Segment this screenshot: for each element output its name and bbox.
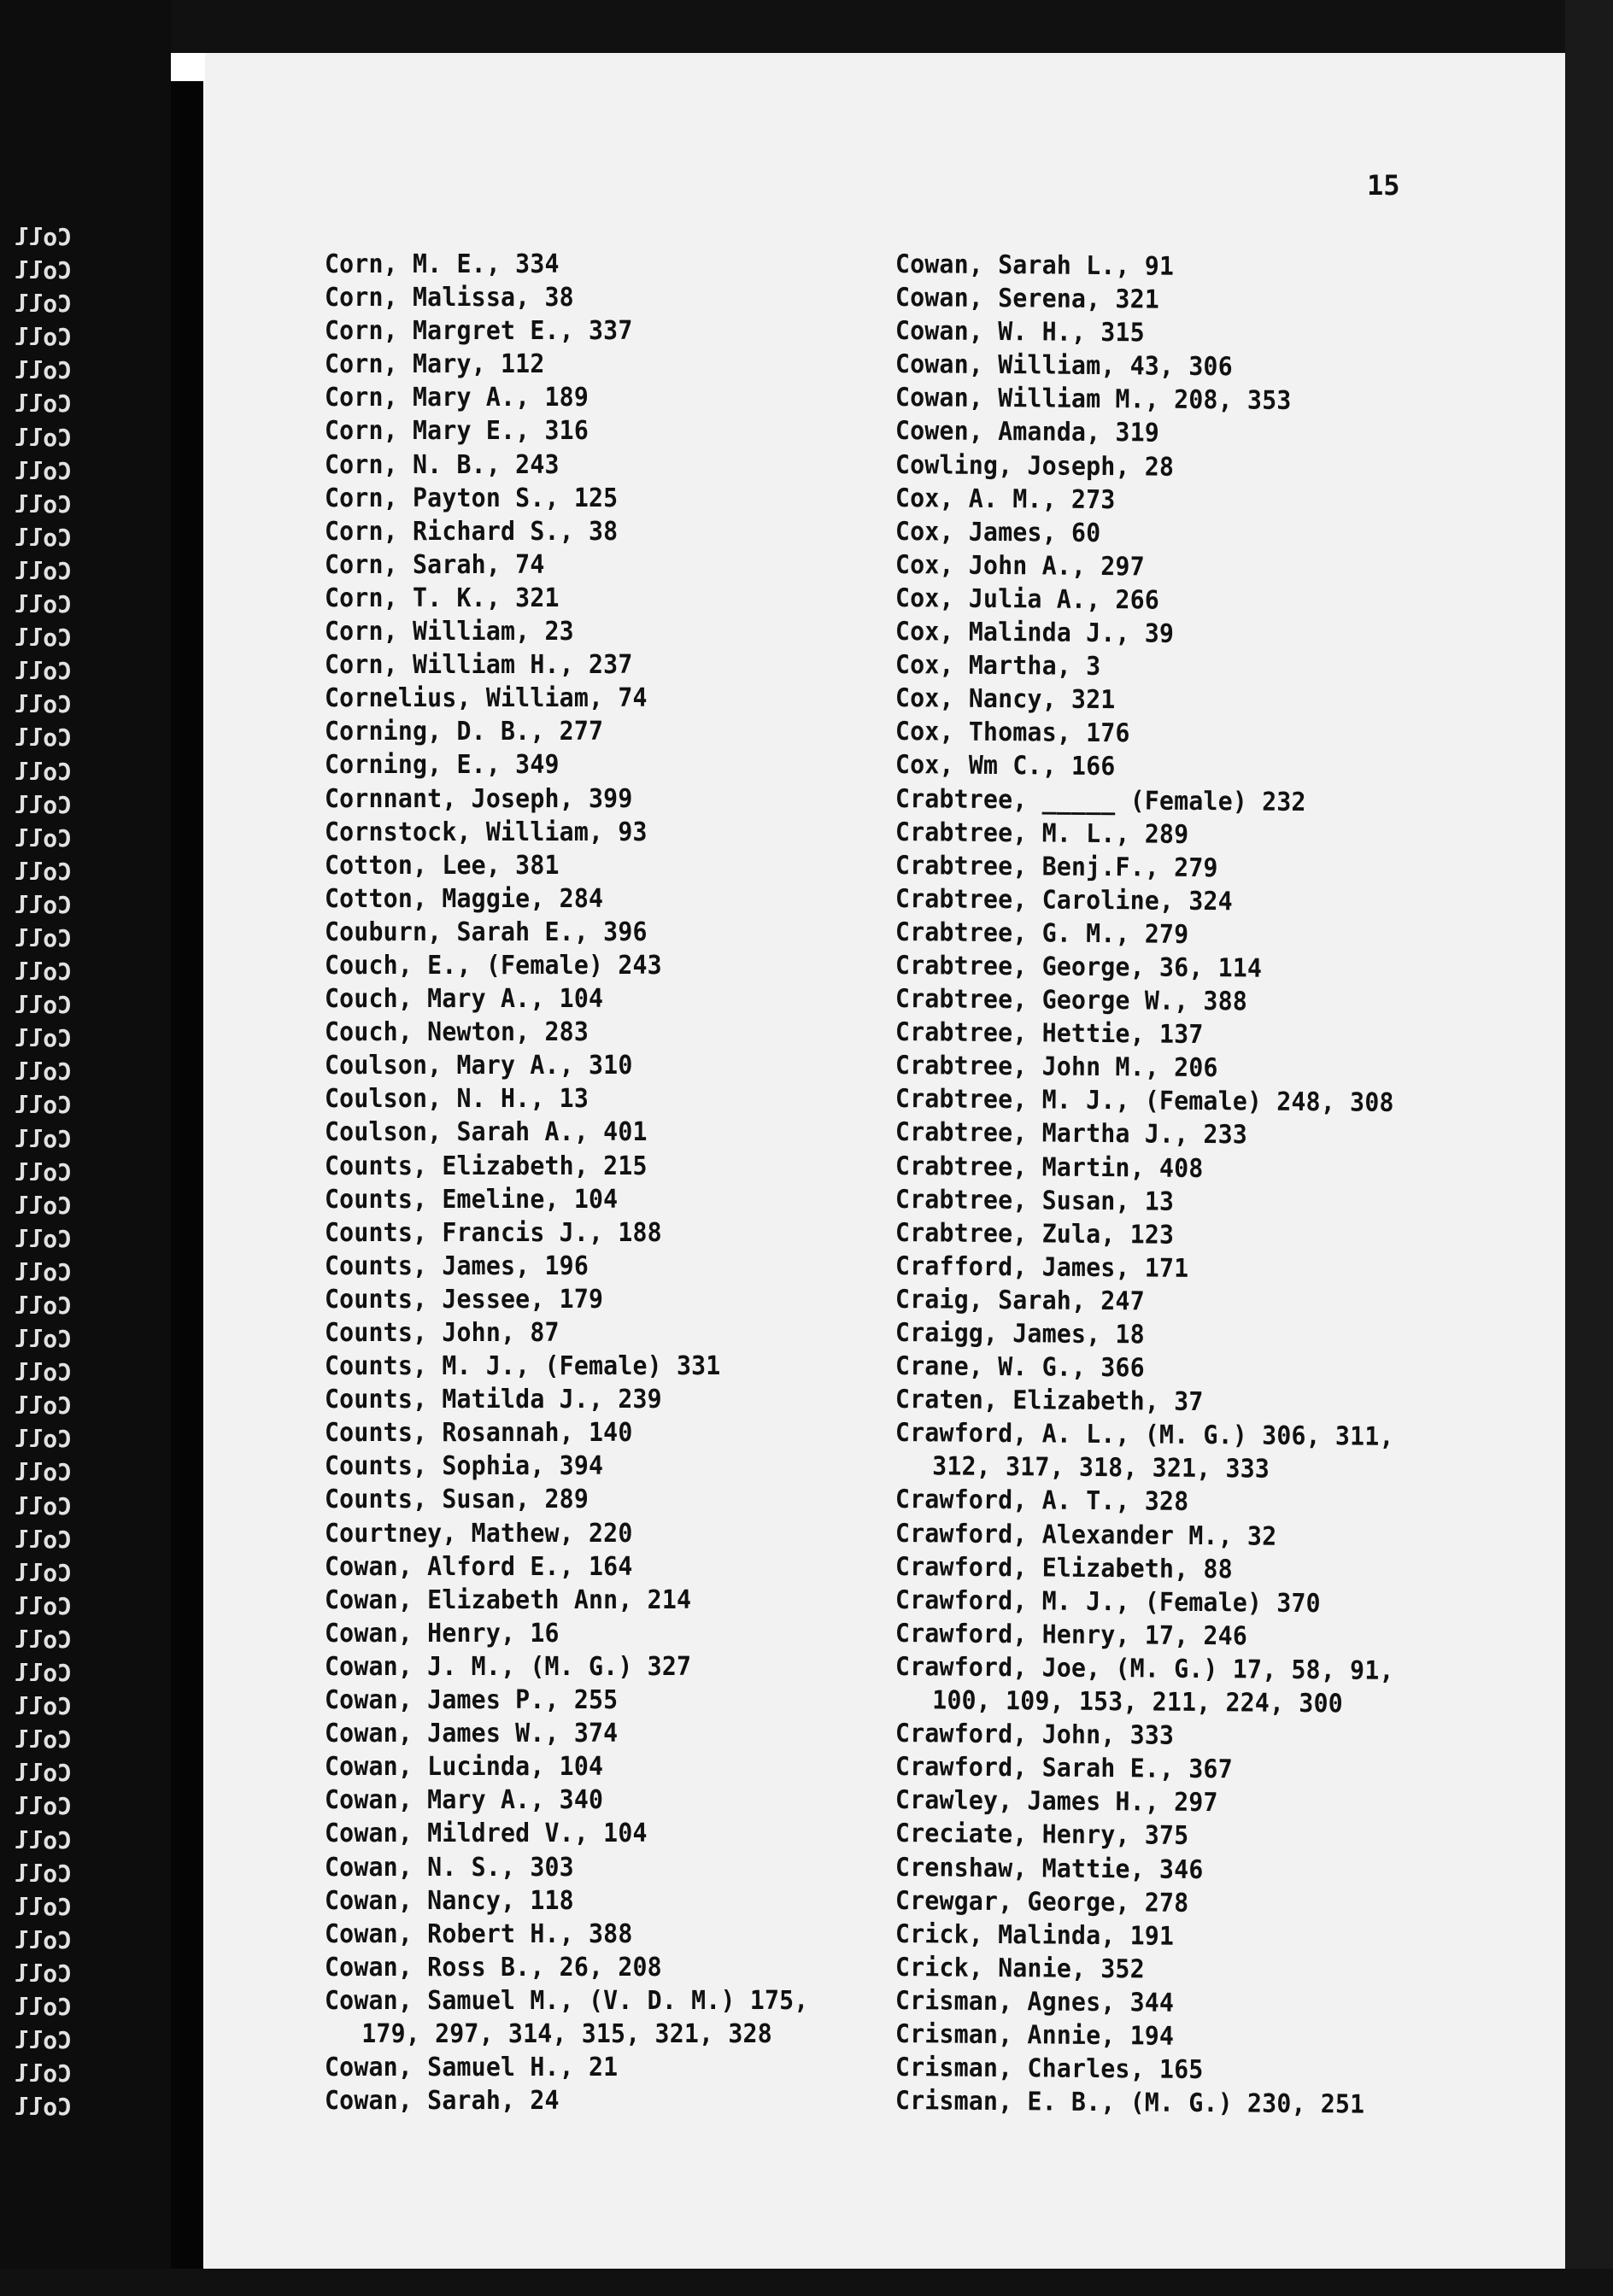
bleed-text-line: Coll bbox=[14, 2093, 72, 2122]
bleed-text-line: Coll bbox=[14, 323, 72, 352]
index-entry: Craig, Sarah, 247 bbox=[894, 1284, 1145, 1317]
index-entry: Cowan, William, 43, 306 bbox=[894, 349, 1233, 383]
bleed-text-line: Coll bbox=[14, 1124, 72, 1153]
bleed-text-line: Coll bbox=[14, 2026, 72, 2055]
index-entry: Corn, Payton S., 125 bbox=[325, 483, 619, 513]
index-entry: Crabtree, G. M., 279 bbox=[894, 917, 1189, 950]
scan-bottom-border bbox=[0, 2269, 1613, 2296]
bleed-text-line: Coll bbox=[14, 1525, 72, 1554]
scan-top-border bbox=[0, 0, 1613, 53]
index-entry: Cornstock, William, 93 bbox=[325, 817, 648, 847]
index-entry: Corn, William, 23 bbox=[325, 617, 574, 647]
index-entry: Corn, N. B., 243 bbox=[325, 449, 560, 480]
index-entry: Cox, A. M., 273 bbox=[894, 483, 1116, 515]
index-entry: Cowan, Lucinda, 104 bbox=[325, 1752, 604, 1783]
bleed-text-line: Coll bbox=[14, 523, 72, 552]
index-entry: Counts, Sophia, 394 bbox=[325, 1451, 604, 1482]
index-entry: Corn, T. K., 321 bbox=[325, 583, 560, 613]
index-entry: 312, 317, 318, 321, 333 bbox=[932, 1451, 1270, 1485]
index-entry: Crabtree, M. L., 289 bbox=[894, 817, 1189, 850]
bleed-text-line: Coll bbox=[14, 890, 72, 919]
index-entry: Cowan, Henry, 16 bbox=[325, 1618, 560, 1649]
bleed-text-line: Coll bbox=[14, 1959, 72, 1988]
index-column-left bbox=[325, 248, 854, 2117]
index-entry: Crabtree, John M., 206 bbox=[894, 1051, 1218, 1084]
index-entry: Corn, Sarah, 74 bbox=[325, 549, 545, 580]
bleed-text-line: Coll bbox=[14, 1458, 72, 1487]
index-entry: Cowan, W. H., 315 bbox=[894, 316, 1145, 348]
index-entry: Corn, Mary E., 316 bbox=[325, 416, 589, 447]
index-entry: 179, 297, 314, 315, 321, 328 bbox=[361, 2018, 772, 2049]
bleed-text-line: Coll bbox=[14, 556, 72, 585]
bleed-text-line: Coll bbox=[14, 1591, 72, 1620]
bleed-text-line: Coll bbox=[14, 1659, 72, 1688]
index-entry: Counts, Emeline, 104 bbox=[325, 1184, 619, 1215]
index-entry: Crick, Nanie, 352 bbox=[894, 1952, 1145, 1985]
index-entry: Cowan, James P., 255 bbox=[325, 1685, 619, 1716]
bleed-text-line: Coll bbox=[14, 1825, 72, 1854]
index-entry: Counts, James, 196 bbox=[325, 1250, 589, 1281]
index-entry: Crabtree, Martha J., 233 bbox=[894, 1117, 1248, 1151]
index-entry: Crabtree, George W., 388 bbox=[894, 984, 1248, 1017]
index-entry: Courtney, Mathew, 220 bbox=[325, 1518, 633, 1549]
index-entry: Corn, Richard S., 38 bbox=[325, 516, 619, 547]
bleed-text-line: Coll bbox=[14, 1257, 72, 1286]
index-entry: Cowan, William M., 208, 353 bbox=[894, 383, 1292, 417]
index-entry: Crisman, Agnes, 344 bbox=[894, 1985, 1175, 2018]
index-entry: Cox, Wm C., 166 bbox=[894, 750, 1116, 782]
bleed-text-line: Coll bbox=[14, 1692, 72, 1721]
index-entry: Crewgar, George, 278 bbox=[894, 1885, 1189, 1918]
index-entry: Crick, Malinda, 191 bbox=[894, 1918, 1175, 1952]
bleed-text-line: Coll bbox=[14, 1191, 72, 1220]
index-entry: Corn, Mary, 112 bbox=[325, 349, 545, 380]
bleed-text-line: Coll bbox=[14, 390, 72, 419]
index-entry: Counts, Susan, 289 bbox=[325, 1485, 589, 1515]
bleed-text-line: Coll bbox=[14, 857, 72, 886]
bleed-text-line: Coll bbox=[14, 256, 72, 285]
index-entry: Cowling, Joseph, 28 bbox=[894, 449, 1175, 483]
index-entry: Crawford, Joe, (M. G.) 17, 58, 91, bbox=[894, 1651, 1394, 1686]
index-entry: Cox, James, 60 bbox=[894, 516, 1101, 548]
index-entry: Crawford, M. J., (Female) 370 bbox=[894, 1584, 1321, 1619]
bleed-text-line: Coll bbox=[14, 790, 72, 819]
index-entry: Cox, Thomas, 176 bbox=[894, 717, 1130, 749]
bleed-text-line: Coll bbox=[14, 1091, 72, 1120]
index-entry: Cowan, Elizabeth Ann, 214 bbox=[325, 1584, 692, 1615]
index-entry: Cotton, Maggie, 284 bbox=[325, 883, 604, 914]
index-entry: Cornnant, Joseph, 399 bbox=[325, 783, 633, 814]
index-entry: Cotton, Lee, 381 bbox=[325, 850, 560, 881]
index-entry: Cowan, Robert H., 388 bbox=[325, 1918, 633, 1949]
index-entry: Corn, Mary A., 189 bbox=[325, 383, 589, 413]
index-entry: Crisman, Charles, 165 bbox=[894, 2053, 1204, 2086]
scan-right-border bbox=[1565, 0, 1613, 2296]
bleed-text-line: Coll bbox=[14, 757, 72, 786]
bleed-text-line: Coll bbox=[14, 1224, 72, 1253]
index-entry: Crawford, Elizabeth, 88 bbox=[894, 1551, 1233, 1584]
bleed-text-line: Coll bbox=[14, 290, 72, 319]
bleed-text-line: Coll bbox=[14, 1792, 72, 1821]
index-entry: Crawley, James H., 297 bbox=[894, 1785, 1218, 1819]
bleed-text-line: Coll bbox=[14, 1325, 72, 1354]
index-entry: Crabtree, Susan, 13 bbox=[894, 1184, 1175, 1217]
index-entry: Coulson, Mary A., 310 bbox=[325, 1051, 633, 1081]
bleed-text-line: Coll bbox=[14, 1759, 72, 1788]
index-entry: Crabtree, Martin, 408 bbox=[894, 1151, 1204, 1184]
index-entry: Cowan, J. M., (M. G.) 327 bbox=[325, 1651, 692, 1682]
index-entry: Corning, D. B., 277 bbox=[325, 717, 604, 747]
index-entry: Crabtree, Hettie, 137 bbox=[894, 1017, 1204, 1051]
index-entry: Crafford, James, 171 bbox=[894, 1250, 1189, 1284]
bleed-text-line: Coll bbox=[14, 2059, 72, 2088]
index-entry: Corn, Margret E., 337 bbox=[325, 316, 633, 347]
bleed-text-line: Coll bbox=[14, 356, 72, 385]
index-entry: Cox, Julia A., 266 bbox=[894, 583, 1160, 616]
bleed-text-line: Coll bbox=[14, 1491, 72, 1520]
index-entry: Creciate, Henry, 375 bbox=[894, 1819, 1189, 1852]
bleed-text-line: Coll bbox=[14, 1859, 72, 1888]
index-entry: Crabtree, Zula, 123 bbox=[894, 1217, 1175, 1250]
bleed-text-line: Coll bbox=[14, 423, 72, 452]
index-entry: Counts, Jessee, 179 bbox=[325, 1284, 604, 1315]
index-entry: Corn, M. E., 334 bbox=[325, 249, 560, 279]
index-entry: Couch, Newton, 283 bbox=[325, 1017, 589, 1048]
index-entry: Coulson, N. H., 13 bbox=[325, 1084, 589, 1115]
index-entry: Cowan, Mary A., 340 bbox=[325, 1785, 604, 1816]
index-entry: Cornelius, William, 74 bbox=[325, 683, 648, 714]
bleed-text-line: Coll bbox=[14, 923, 72, 952]
index-entry: Crabtree, Benj.F., 279 bbox=[894, 850, 1218, 883]
index-entry: Cowan, James W., 374 bbox=[325, 1719, 619, 1749]
index-entry: Crawford, A. L., (M. G.) 306, 311, bbox=[894, 1418, 1394, 1453]
bleed-text-line: Coll bbox=[14, 590, 72, 619]
bleed-text-line: Coll bbox=[14, 1625, 72, 1654]
bleed-text-line: Coll bbox=[14, 1292, 72, 1320]
index-entry: Counts, M. J., (Female) 331 bbox=[325, 1351, 721, 1382]
index-entry: Craten, Elizabeth, 37 bbox=[894, 1385, 1204, 1418]
facing-page-bleed-text bbox=[3, 220, 72, 2123]
index-column-right bbox=[894, 248, 1425, 2120]
index-entry: Crane, W. G., 366 bbox=[894, 1351, 1145, 1384]
index-entry: Crawford, Alexander M., 32 bbox=[894, 1518, 1277, 1552]
page-number: 15 bbox=[1367, 169, 1400, 202]
index-entry: Counts, Rosannah, 140 bbox=[325, 1418, 633, 1449]
index-entry: Cowan, Serena, 321 bbox=[894, 283, 1160, 315]
index-entry: Cowan, N. S., 303 bbox=[325, 1852, 574, 1883]
index-entry: Couch, E., (Female) 243 bbox=[325, 950, 662, 981]
index-entry: Corn, Malissa, 38 bbox=[325, 283, 574, 313]
index-entry: Couburn, Sarah E., 396 bbox=[325, 917, 648, 947]
facing-page-strip bbox=[0, 0, 171, 2296]
index-entry: Crabtree, _____ (Female) 232 bbox=[894, 783, 1306, 817]
index-entry: Couch, Mary A., 104 bbox=[325, 984, 604, 1015]
index-entry: Cowan, Samuel M., (V. D. M.) 175, bbox=[325, 1985, 809, 2016]
index-entry: Crawford, Sarah E., 367 bbox=[894, 1752, 1233, 1785]
index-entry: Cowan, Alford E., 164 bbox=[325, 1551, 633, 1582]
index-entry: Cox, Martha, 3 bbox=[894, 650, 1101, 682]
bleed-text-line: Coll bbox=[14, 823, 72, 852]
index-entry: Cox, Malinda J., 39 bbox=[894, 617, 1175, 649]
index-entry: Cowan, Samuel H., 21 bbox=[325, 2053, 619, 2083]
index-entry: Cowan, Sarah L., 91 bbox=[894, 249, 1175, 282]
bleed-text-line: Coll bbox=[14, 690, 72, 719]
index-entry: Cowan, Ross B., 26, 208 bbox=[325, 1952, 662, 1983]
index-entry: Crenshaw, Mattie, 346 bbox=[894, 1852, 1204, 1885]
index-entry: Corn, William H., 237 bbox=[325, 650, 633, 681]
bleed-text-line: Coll bbox=[14, 1358, 72, 1387]
bleed-text-line: Coll bbox=[14, 958, 72, 987]
page-binding-shadow bbox=[171, 81, 203, 2296]
bleed-text-line: Coll bbox=[14, 456, 72, 485]
index-entry: Coulson, Sarah A., 401 bbox=[325, 1117, 648, 1148]
index-entry: Crabtree, Caroline, 324 bbox=[894, 883, 1233, 917]
bleed-text-line: Coll bbox=[14, 1057, 72, 1086]
index-entry: Counts, Elizabeth, 215 bbox=[325, 1151, 648, 1181]
index-entry: Crawford, John, 333 bbox=[894, 1719, 1175, 1751]
bleed-text-line: Coll bbox=[14, 1024, 72, 1053]
index-entry: Cox, Nancy, 321 bbox=[894, 683, 1116, 716]
bleed-text-line: Coll bbox=[14, 1558, 72, 1587]
bleed-text-line: Coll bbox=[14, 1725, 72, 1754]
index-entry: Cowen, Amanda, 319 bbox=[894, 416, 1160, 449]
bleed-text-line: Coll bbox=[14, 1925, 72, 1954]
bleed-text-line: Coll bbox=[14, 1157, 72, 1186]
bleed-text-line: Coll bbox=[14, 624, 72, 653]
index-entry: Crawford, A. T., 328 bbox=[894, 1485, 1189, 1518]
bleed-text-line: Coll bbox=[14, 723, 72, 753]
bleed-text-line: Coll bbox=[14, 1391, 72, 1420]
index-entry: Corning, E., 349 bbox=[325, 750, 560, 781]
bleed-text-line: Coll bbox=[14, 1992, 72, 2021]
index-entry: Cox, John A., 297 bbox=[894, 549, 1145, 583]
index-entry: Crabtree, M. J., (Female) 248, 308 bbox=[894, 1084, 1394, 1119]
index-entry: Cowan, Sarah, 24 bbox=[325, 2086, 560, 2117]
bleed-text-line: Coll bbox=[14, 223, 72, 251]
index-entry: 100, 109, 153, 211, 224, 300 bbox=[932, 1685, 1344, 1719]
index-entry: Counts, Matilda J., 239 bbox=[325, 1385, 662, 1415]
index-entry: Crawford, Henry, 17, 246 bbox=[894, 1618, 1248, 1652]
bleed-text-line: Coll bbox=[14, 657, 72, 686]
bleed-text-line: Coll bbox=[14, 991, 72, 1020]
bleed-text-line: Coll bbox=[14, 489, 72, 518]
index-entry: Crabtree, George, 36, 114 bbox=[894, 950, 1263, 984]
index-entry: Counts, John, 87 bbox=[325, 1318, 560, 1348]
index-entry: Cowan, Mildred V., 104 bbox=[325, 1819, 648, 1849]
bleed-text-line: Coll bbox=[14, 1425, 72, 1454]
index-entry: Counts, Francis J., 188 bbox=[325, 1217, 662, 1248]
index-entry: Craigg, James, 18 bbox=[894, 1318, 1145, 1350]
index-entry: Crisman, E. B., (M. G.) 230, 251 bbox=[894, 2086, 1365, 2120]
index-entry: Cowan, Nancy, 118 bbox=[325, 1885, 574, 1916]
bleed-text-line: Coll bbox=[14, 1892, 72, 1921]
index-entry: Crisman, Annie, 194 bbox=[894, 2018, 1175, 2052]
